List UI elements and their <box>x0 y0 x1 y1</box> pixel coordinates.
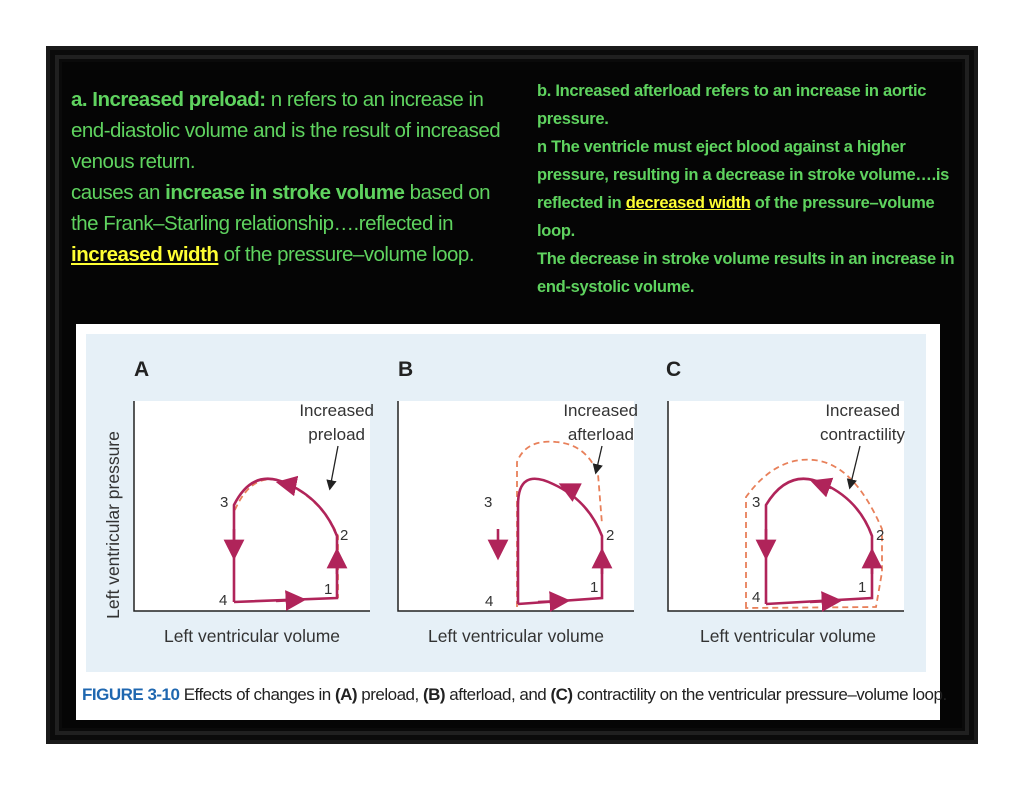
panel-a-point-1: 1 <box>324 581 333 598</box>
panel-a-point-4: 4 <box>219 592 228 609</box>
panel-b-point-4: 4 <box>485 593 494 610</box>
panel-c-annotation-line1: Increased <box>825 401 900 420</box>
panel-a-annotation-line1: Increased <box>299 401 374 420</box>
panel-b-x-axis-label: Left ventricular volume <box>427 626 605 646</box>
afterload-text-block <box>537 77 957 301</box>
panel-c-point-3: 3 <box>752 494 761 511</box>
preload-effect-post: based on the Frank–Starling relationship….reflected in <box>71 181 491 235</box>
panel-c-point-2: 2 <box>876 527 885 544</box>
panel-c-point-4: 4 <box>752 589 761 606</box>
caption-text-mid2: afterload, and <box>445 685 551 704</box>
panel-b-annotation-line1: Increased <box>563 401 638 420</box>
panel-b-point-2: 2 <box>606 527 615 544</box>
panel-c-annotation-line2: contractility <box>819 425 905 444</box>
panel-a-annotation-line2: preload <box>308 425 365 444</box>
caption-a: (A) <box>334 685 358 704</box>
preload-effect-pre: causes an <box>71 181 166 204</box>
caption-b: (B) <box>422 685 446 704</box>
panel-c-arrow-filling <box>810 601 832 602</box>
panel-a <box>134 358 374 646</box>
afterload-effect-pre: n The ventricle must eject blood against a higher pressure, resulting in a decrease in stroke volume….is reflected in <box>537 138 950 212</box>
panel-a-letter: A <box>134 358 150 381</box>
caption-text-pre: Effects of changes in <box>179 685 335 704</box>
figure-caption <box>82 685 947 705</box>
preload-text-block <box>71 84 511 270</box>
caption-figure-label: FIGURE 3-10 <box>82 685 180 704</box>
caption-text-post: contractility on the ventricular pressure–volume loop. <box>572 685 947 704</box>
panel-b <box>398 358 638 646</box>
preload-highlight: increased width <box>71 243 219 266</box>
panel-a-point-3: 3 <box>220 494 229 511</box>
afterload-effect-post: of the pressure–volume loop. <box>537 194 935 240</box>
panel-b-point-1: 1 <box>590 579 599 596</box>
caption-c: (C) <box>550 685 573 704</box>
preload-definition: n refers to an increase in end-diastolic volume and is the result of increased venous return. <box>71 88 501 173</box>
panel-a-x-axis-label: Left ventricular volume <box>163 626 341 646</box>
caption-text-mid1: preload, <box>357 685 423 704</box>
panel-b-letter: B <box>398 358 414 381</box>
panel-b-arrow-filling <box>538 601 560 602</box>
panel-c-letter: C <box>666 358 682 381</box>
panel-c-point-1: 1 <box>858 579 867 596</box>
afterload-result: The decrease in stroke volume results in an increase in end-systolic volume. <box>537 250 955 296</box>
pressure-volume-figure <box>76 324 940 720</box>
panel-b-annotation-line2: afterload <box>567 425 634 444</box>
afterload-definition: b. Increased afterload refers to an increase in aortic pressure. <box>537 82 927 128</box>
preload-effect-end: of the pressure–volume loop. <box>218 243 475 266</box>
panel-c <box>666 358 905 646</box>
y-axis-label: Left ventricular pressure <box>103 431 123 619</box>
panel-a-point-2: 2 <box>340 527 349 544</box>
preload-heading: a. Increased preload: <box>71 88 266 111</box>
afterload-highlight: decreased width <box>625 194 751 212</box>
preload-effect-bold: increase in stroke volume <box>165 181 405 204</box>
figure-panel <box>76 324 940 720</box>
panel-c-x-axis-label: Left ventricular volume <box>699 626 877 646</box>
panel-a-arrow-filling <box>276 600 296 601</box>
panel-b-point-3: 3 <box>484 494 493 511</box>
